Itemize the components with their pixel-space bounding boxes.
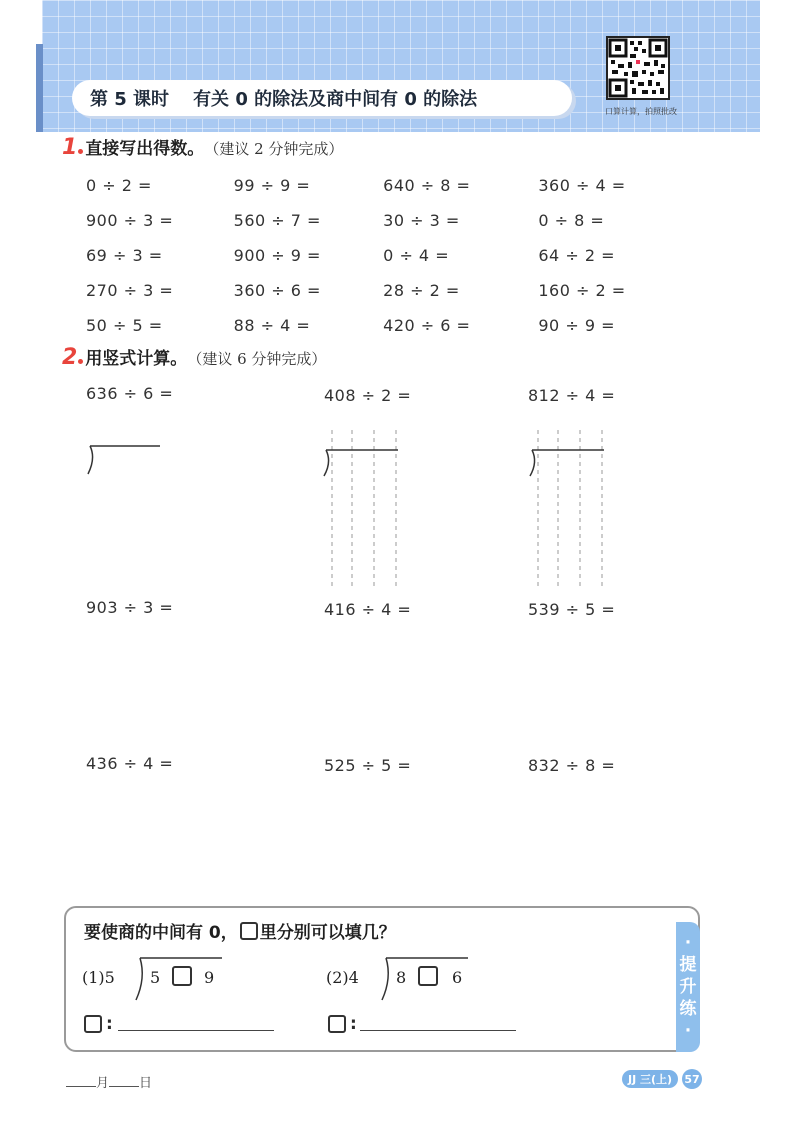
side-tab-dot: ·: [684, 933, 692, 953]
section-1-heading: [62, 134, 343, 160]
vertical-problem: 525 ÷ 5 =: [324, 756, 412, 775]
oral-item: 64 ÷ 2 =: [538, 246, 615, 265]
challenge-item-1-label: (1)5: [82, 968, 115, 987]
oral-item: 90 ÷ 9 =: [538, 316, 615, 335]
challenge-item-1-blank[interactable]: [172, 966, 192, 986]
lesson-title: [72, 80, 572, 116]
answer-2-line[interactable]: [360, 1030, 516, 1031]
oral-row: [86, 168, 686, 203]
oral-item: 560 ÷ 7 =: [233, 211, 321, 230]
lesson-number: 第 5 课时: [90, 89, 170, 110]
oral-item: 50 ÷ 5 =: [86, 316, 163, 335]
challenge-item-2-blank[interactable]: [418, 966, 438, 986]
vertical-problem: 408 ÷ 2 =: [324, 386, 412, 405]
side-tab-dot: ·: [684, 1021, 692, 1041]
vertical-problem: 436 ÷ 4 =: [86, 754, 174, 773]
challenge-question-pre: 要使商的中间有 0，: [84, 923, 238, 943]
lesson-topic: 有关 0 的除法及商中间有 0 的除法: [193, 89, 478, 110]
day-blank[interactable]: [109, 1086, 139, 1087]
section-1-title: 直接写出得数。: [85, 139, 205, 159]
challenge-question-post: 里分别可以填几？: [259, 923, 396, 943]
oral-row: [86, 273, 686, 308]
oral-item: 360 ÷ 4 =: [538, 176, 626, 195]
answer-1-label: [82, 1014, 113, 1034]
oral-item: 69 ÷ 3 =: [86, 246, 163, 265]
section-2-number: 2: [62, 345, 83, 370]
section-2-heading: [62, 344, 326, 370]
page-number: 57: [682, 1069, 702, 1089]
oral-item: 270 ÷ 3 =: [86, 281, 174, 300]
vertical-problem: 812 ÷ 4 =: [528, 386, 616, 405]
vertical-problem: 539 ÷ 5 =: [528, 600, 616, 619]
answer-2-label: [326, 1014, 357, 1034]
oral-item: 900 ÷ 9 =: [233, 246, 321, 265]
section-1-note: （建议 2 分钟完成）: [204, 140, 344, 158]
vertical-problem: 832 ÷ 8 =: [528, 756, 616, 775]
vertical-problem: 903 ÷ 3 =: [86, 598, 174, 617]
blank-box-icon: [328, 1015, 346, 1033]
challenge-item-2-digit: 6: [452, 968, 463, 987]
blank-box-icon: [84, 1015, 102, 1033]
oral-item: 160 ÷ 2 =: [538, 281, 626, 300]
division-bracket-guided: [524, 430, 614, 590]
qr-code-icon[interactable]: [606, 36, 670, 100]
oral-row: [86, 238, 686, 273]
challenge-item-2-label: (2)4: [326, 968, 359, 987]
oral-row: [86, 203, 686, 238]
answer-colon: :: [106, 1014, 113, 1034]
month-label: 月: [96, 1076, 110, 1091]
oral-item: 99 ÷ 9 =: [233, 176, 311, 195]
day-label: 日: [139, 1076, 153, 1091]
section-2-note: （建议 6 分钟完成）: [187, 350, 327, 368]
side-tab-char: 升: [679, 977, 697, 997]
blank-box-icon: [240, 922, 258, 940]
division-bracket-guided: [318, 430, 408, 590]
oral-row: [86, 308, 686, 343]
side-tab-char: 练: [679, 999, 697, 1019]
month-blank[interactable]: [66, 1086, 96, 1087]
challenge-question: [84, 918, 396, 943]
section-1-number: 1: [62, 135, 83, 160]
division-bracket: [84, 440, 164, 480]
answer-colon: :: [350, 1014, 357, 1034]
qr-caption: 口算计算，拍照批改: [605, 107, 677, 116]
oral-item: 28 ÷ 2 =: [383, 281, 460, 300]
oral-item: 30 ÷ 3 =: [383, 211, 460, 230]
oral-item: 0 ÷ 8 =: [538, 211, 605, 230]
footer-date: [66, 1072, 152, 1091]
side-tab-char: 提: [679, 955, 697, 975]
challenge-item-1-digit: 9: [204, 968, 215, 987]
oral-item: 88 ÷ 4 =: [233, 316, 311, 335]
section-2-title: 用竖式计算。: [85, 349, 188, 369]
oral-calc-grid: [86, 168, 686, 343]
challenge-item-2-digit: 8: [396, 968, 407, 987]
vertical-problem: 416 ÷ 4 =: [324, 600, 412, 619]
side-tab-advanced-practice: [676, 922, 700, 1052]
answer-1-line[interactable]: [118, 1030, 274, 1031]
oral-item: 360 ÷ 6 =: [233, 281, 321, 300]
oral-item: 0 ÷ 4 =: [383, 246, 450, 265]
oral-item: 420 ÷ 6 =: [383, 316, 471, 335]
oral-item: 900 ÷ 3 =: [86, 211, 174, 230]
challenge-item-1-digit: 5: [150, 968, 161, 987]
oral-item: 0 ÷ 2 =: [86, 176, 152, 195]
edition-badge: JJ 三(上): [622, 1070, 678, 1088]
vertical-problem: 636 ÷ 6 =: [86, 384, 174, 403]
oral-item: 640 ÷ 8 =: [383, 176, 471, 195]
left-accent-bar: [36, 44, 43, 132]
